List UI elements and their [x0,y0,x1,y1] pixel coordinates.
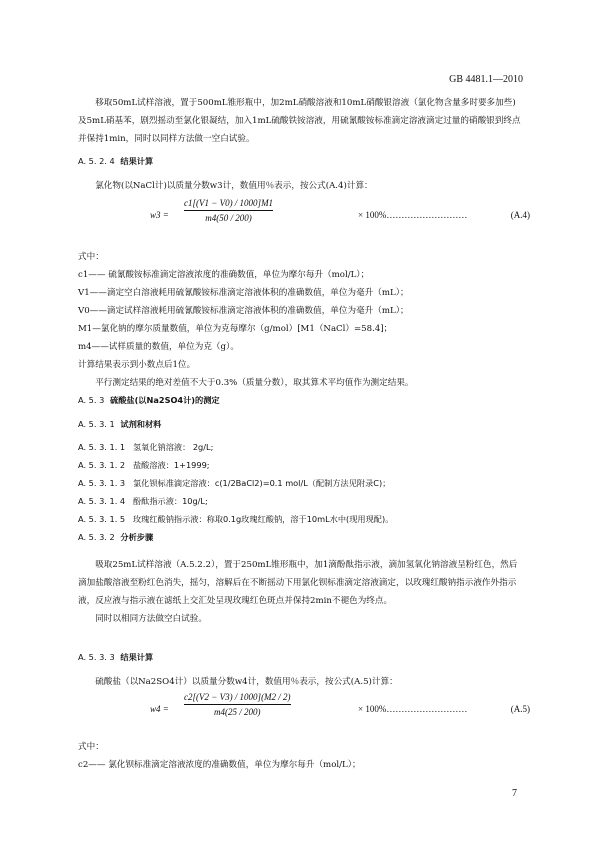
analysis-steps-paragraph: 吸取25mL试样溶液（A.5.2.2），置于250mL锥形瓶中，加1滴酚酞指示液，滴加氢氧化钠溶液呈粉红色，然后滴加盐酸溶液至粉红色消失，摇匀，溶解后在不断摇动下用氯化钡标准滴定溶液滴定，以玫瑰红酸钠指示液作外指示液，反应液与指示液在滤纸上交汇处呈现玫瑰红色斑点并保持2min不褪色为终点。 [78,560,518,606]
a533-definitions [78,738,524,774]
formula-lead-text: 硫酸盐（以Na2SO4计）以质量分数w4计，数值用％表示，按公式(A.5)计算： [95,677,398,687]
formula-denominator: m4(50 / 200) [205,213,252,223]
where-label: 式中： [78,742,104,752]
reagent-list [78,438,524,528]
section-title: 结果计算 [120,652,154,662]
section-a532-heading [78,528,524,546]
formula-a5 [150,692,530,738]
formula-lhs: w4 = [150,704,169,714]
section-number: A. 5. 3. 3 [78,652,115,662]
reagent-item: A. 5. 3. 1. 2 盐酸溶液：1+1999; [78,460,210,470]
a524-definitions [78,248,524,392]
intro-paragraph: 移取50mL试样溶液，置于500mL锥形瓶中，加2mL硝酸溶液和10mL硝酸银溶液（氯化物含量多时要多加些)及5mL硝基苯，剧烈摇动至氯化银凝结，加入1mL硫酸铁铵溶液，用硫氰酸铵标准滴定溶液滴定过量的硝酸银到终点并保持1min，同时以同样方法做一空白试验。 [78,98,521,144]
definition-c1: c1—— 硫氰酸铵标准滴定溶液浓度的准确数值，单位为摩尔每升（mol/L）； [78,270,370,280]
formula-fraction [184,198,273,223]
section-a531-heading [78,415,524,433]
formula-ref: (A.5) [510,704,530,714]
analysis-steps [78,556,524,628]
where-label: 式中： [78,252,104,262]
section-number: A. 5. 3 [78,395,105,405]
section-number: A. 5. 2. 4 [78,156,115,166]
blank-test-note: 同时以相同方法做空白试验。 [95,614,207,624]
formula-lhs: w3 = [150,210,169,220]
intro-paragraph-block [78,94,524,148]
reagent-item: A. 5. 3. 1. 1 氢氧化钠溶液： 2g/L; [78,442,214,452]
formula-denominator: m4(25 / 200) [214,707,261,717]
formula-ref: (A.4) [510,210,530,220]
section-a53-heading [78,391,524,409]
section-title: 结果计算 [120,156,154,166]
document-code: GB 4481.1—2010 [449,74,523,85]
section-title: 硫酸盐(以Na2SO4计)的测定 [110,395,220,405]
page-number: 7 [512,788,517,799]
reagent-item: A. 5. 3. 1. 3 氯化钡标准滴定溶液：c(1/2BaCl2)=0.1 mol/L（配制方法见附录C)； [78,478,391,488]
formula-numerator: c2[(V2 − V3) / 1000](M2 / 2) [184,692,291,702]
a524-lead [78,177,524,195]
formula-a4 [150,198,530,244]
reagent-item: A. 5. 3. 1. 4 酚酞指示液：10g/L; [78,496,208,506]
formula-lead-text: 氯化物(以NaCl计)以质量分数w3计，数值用％表示，按公式(A.4)计算： [95,181,373,191]
a533-lead [78,673,524,691]
formula-tail: × 100%……………………… [358,210,468,220]
result-precision-note: 计算结果表示到小数点后1位。 [78,360,196,370]
section-a524-heading [78,152,524,170]
section-number: A. 5. 3. 1 [78,419,115,429]
section-number: A. 5. 3. 2 [78,532,115,542]
formula-fraction [184,692,291,717]
fraction-bar [184,704,291,705]
definition-m1: M1—氯化钠的摩尔质量数值，单位为克每摩尔（g/mol）[M1（NaCl）=58.4]； [78,324,393,334]
fraction-bar [184,210,273,211]
section-title: 分析步骤 [120,532,154,542]
definition-v1: V1——滴定空白溶液耗用硫氰酸铵标准滴定溶液体积的准确数值，单位为毫升（mL）； [78,288,409,298]
definition-c2: c2—— 氯化钡标准滴定溶液浓度的准确数值，单位为摩尔每升（mol/L）； [78,760,361,770]
formula-tail: × 100%……………………… [358,704,468,714]
formula-numerator: c1[(V1 − V0) / 1000]M1 [184,198,274,208]
definition-m4: m4——试样质量的数值，单位为克（g）。 [78,342,239,352]
section-a533-heading [78,648,524,666]
definition-v0: V0——滴定试样溶液耗用硫氰酸铵标准滴定溶液体积的准确数值，单位为毫升（mL）； [78,306,409,316]
reagent-item: A. 5. 3. 1. 5 玫瑰红酸钠指示液：称取0.1g玫瑰红酸钠，溶于10mL水中(现用现配)。 [78,514,394,524]
parallel-determination-note: 平行测定结果的绝对差值不大于0.3%（质量分数），取其算术平均值作为测定结果。 [95,378,414,388]
section-title: 试剂和材料 [120,419,162,429]
